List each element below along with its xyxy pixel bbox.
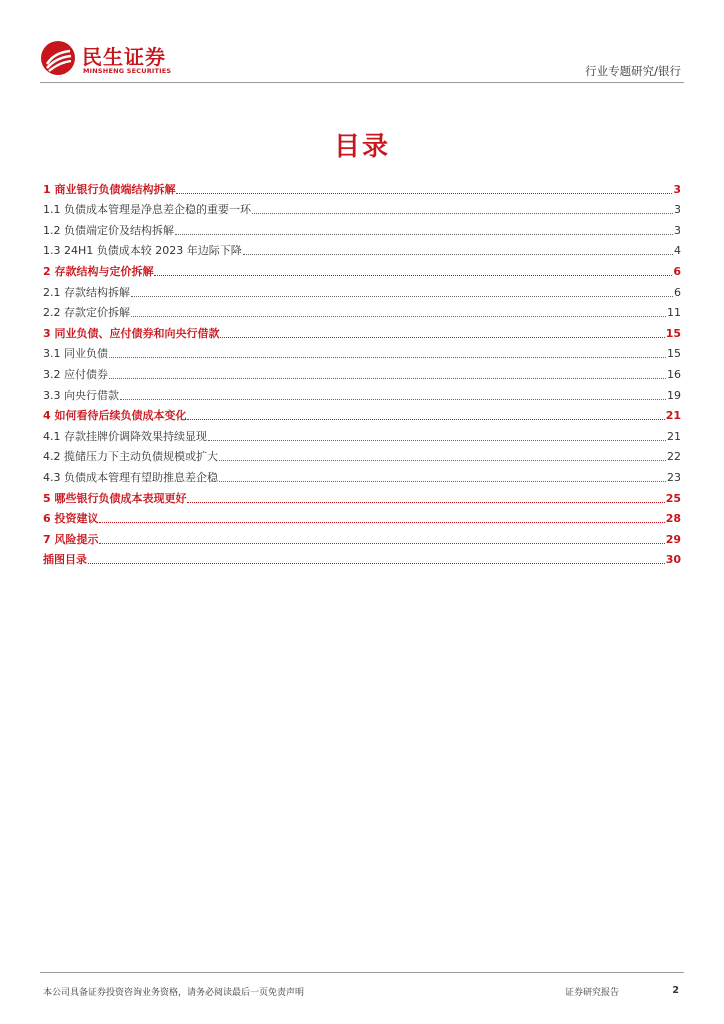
toc-leader-dots [120,399,666,400]
toc-entry[interactable] [43,464,681,485]
toc-entry-page: 15 [665,326,681,340]
toc-entry[interactable] [43,382,681,403]
toc-leader-dots [219,481,666,482]
toc-entry-label: 3.3 向央行借款 [43,388,119,402]
toc-entry-page: 21 [665,409,681,423]
toc-entry[interactable] [43,217,681,238]
toc-leader-dots [220,337,664,338]
toc-entry-page: 3 [673,182,681,196]
toc-entry-label: 1.1 负债成本管理是净息差企稳的重要一环 [43,203,251,217]
toc-entry[interactable] [43,279,681,300]
toc-entry[interactable] [43,403,681,424]
toc-entry[interactable] [43,197,681,218]
toc-leader-dots [176,193,672,194]
toc-entry-label: 2.1 存款结构拆解 [43,285,130,299]
toc-leader-dots [109,357,666,358]
toc-entry-page: 6 [673,264,681,278]
toc-leader-dots [187,419,664,420]
logo-chinese-name: 民生证券 [82,45,166,69]
toc-entry-page: 29 [665,532,681,546]
report-category: 行业专题研究/银行 [585,64,681,78]
toc-entry-label: 4.1 存款挂牌价调降效果持续显现 [43,429,207,443]
header-divider [40,82,684,83]
toc-leader-dots [243,254,673,255]
toc-entry-label: 5 哪些银行负债成本表现更好 [43,491,187,505]
toc-entry-label: 3.1 同业负债 [43,347,108,361]
toc-entry-page: 21 [667,429,681,443]
toc-entry-page: 15 [667,347,681,361]
toc-entry-page: 4 [674,244,681,258]
toc-entry[interactable] [43,300,681,321]
toc-entry[interactable] [43,341,681,362]
toc-entry-label: 1.2 负债端定价及结构拆解 [43,223,174,237]
toc-leader-dots [99,543,664,544]
toc-title: 目录 [333,132,390,162]
toc-leader-dots [208,440,666,441]
toc-entry-page: 16 [667,367,681,381]
toc-leader-dots [99,522,664,523]
toc-entry[interactable] [43,361,681,382]
toc-entry[interactable] [43,485,681,506]
toc-entry-label: 7 风险提示 [43,532,99,546]
toc-leader-dots [131,316,666,317]
toc-leader-dots [154,275,672,276]
toc-entry[interactable] [43,506,681,527]
toc-entry[interactable] [43,547,681,568]
toc-entry-page: 3 [674,203,681,217]
toc-leader-dots [88,563,665,564]
minsheng-logo-icon [40,40,76,76]
toc-entry[interactable] [43,423,681,444]
toc-entry-page: 19 [667,388,681,402]
toc-entry-page: 28 [665,512,681,526]
toc-entry[interactable] [43,238,681,259]
toc-entry[interactable] [43,320,681,341]
table-of-contents [43,176,681,567]
footer-report-type: 证券研究报告 [565,988,620,998]
toc-leader-dots [109,378,666,379]
toc-entry-label: 3.2 应付债券 [43,367,108,381]
toc-entry-label: 2 存款结构与定价拆解 [43,264,154,278]
toc-entry-page: 6 [674,285,681,299]
page-number: 2 [672,985,679,996]
toc-entry-page: 25 [665,491,681,505]
toc-entry-page: 11 [667,306,681,320]
toc-entry-label: 4.2 揽储压力下主动负债规模或扩大 [43,450,218,464]
toc-entry-label: 4 如何看待后续负债成本变化 [43,409,187,423]
toc-leader-dots [219,460,666,461]
toc-entry-page: 30 [665,553,681,567]
footer-divider [40,972,684,973]
toc-leader-dots [175,234,673,235]
company-logo [40,40,200,80]
toc-entry-label: 2.2 存款定价拆解 [43,306,130,320]
toc-entry-label: 1.3 24H1 负债成本较 2023 年边际下降 [43,244,242,258]
toc-entry[interactable] [43,444,681,465]
toc-entry[interactable] [43,258,681,279]
toc-entry-label: 6 投资建议 [43,512,99,526]
toc-entry-page: 23 [667,470,681,484]
logo-english-name: MINSHENG SECURITIES [83,67,172,75]
toc-entry-page: 22 [667,450,681,464]
footer-disclaimer: 本公司具备证券投资咨询业务资格，请务必阅读最后一页免责声明 [43,988,305,998]
toc-leader-dots [252,213,673,214]
toc-leader-dots [187,502,664,503]
toc-entry-label: 插图目录 [43,553,87,567]
toc-entry-page: 3 [674,223,681,237]
toc-entry-label: 1 商业银行负债端结构拆解 [43,182,176,196]
toc-entry[interactable] [43,176,681,197]
toc-leader-dots [131,296,673,297]
toc-entry-label: 3 同业负债、应付债券和向央行借款 [43,326,220,340]
toc-entry[interactable] [43,526,681,547]
toc-entry-label: 4.3 负债成本管理有望助推息差企稳 [43,470,218,484]
